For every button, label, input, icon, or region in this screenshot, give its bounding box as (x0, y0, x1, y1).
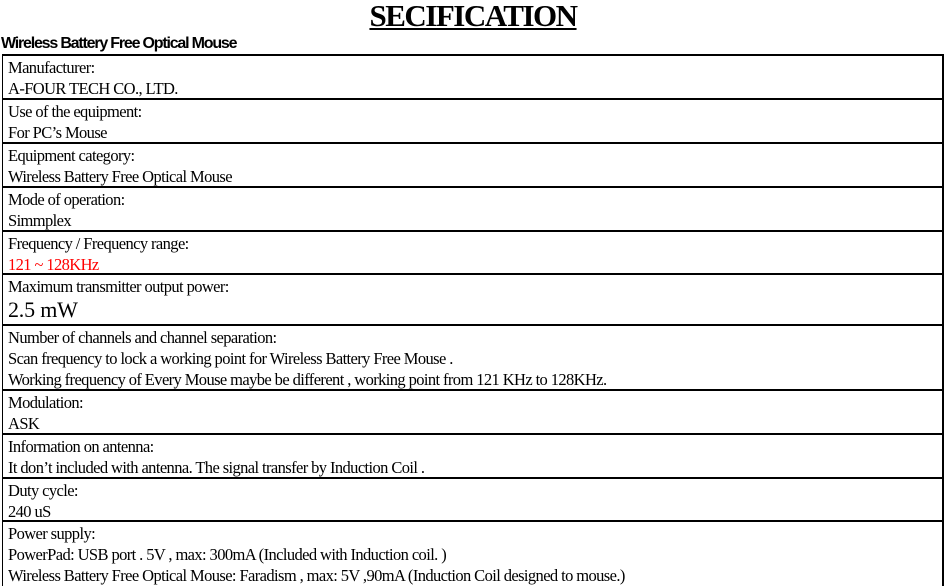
spec-value: ASK (8, 414, 40, 433)
spec-row-mode (3, 188, 942, 232)
spec-row-antenna (3, 435, 942, 479)
document-subtitle: Wireless Battery Free Optical Mouse (1, 35, 237, 52)
spec-label: Number of channels and channel separation: (8, 328, 277, 347)
spec-value: 240 uS (8, 502, 51, 521)
spec-row-output-power (3, 275, 942, 326)
spec-value: 121 ~ 128KHz (8, 255, 99, 274)
spec-value: A-FOUR TECH CO., LTD. (8, 79, 178, 98)
spec-row-category (3, 144, 942, 188)
spec-value: 2.5 mW (8, 297, 78, 322)
spec-label: Modulation: (8, 393, 83, 412)
spec-value: Scan frequency to lock a working point for Wireless Battery Free Mouse . (8, 349, 453, 368)
spec-value: Wireless Battery Free Optical Mouse (8, 167, 232, 186)
spec-label: Power supply: (8, 524, 96, 543)
specification-table (2, 54, 944, 586)
spec-label: Maximum transmitter output power: (8, 277, 229, 296)
spec-label: Use of the equipment: (8, 102, 142, 121)
spec-row-duty-cycle (3, 479, 942, 522)
spec-row-modulation (3, 391, 942, 435)
spec-label: Duty cycle: (8, 481, 78, 500)
spec-row-channels (3, 326, 942, 391)
spec-value: PowerPad: USB port . 5V , max: 300mA (Included with Induction coil. ) (8, 545, 447, 564)
spec-value: Wireless Battery Free Optical Mouse: Faradism , max: 5V ,90mA (Induction Coil designed to mouse.) (8, 566, 625, 585)
spec-label: Frequency / Frequency range: (8, 234, 189, 253)
spec-row-power-supply (3, 522, 942, 586)
spec-row-manufacturer (3, 56, 942, 100)
spec-label: Information on antenna: (8, 437, 154, 456)
spec-value: Working frequency of Every Mouse maybe be different , working point from 121 KHz to 128KHz. (8, 370, 607, 389)
document-title: SECIFICATION (369, 0, 577, 33)
spec-value: For PC’s Mouse (8, 123, 107, 142)
spec-label: Mode of operation: (8, 190, 125, 209)
spec-label: Manufacturer: (8, 58, 95, 77)
spec-row-frequency (3, 232, 942, 275)
spec-label: Equipment category: (8, 146, 135, 165)
spec-row-use (3, 100, 942, 144)
spec-value: Simmplex (8, 211, 72, 230)
spec-value: It don’t included with antenna. The signal transfer by Induction Coil . (8, 458, 425, 477)
